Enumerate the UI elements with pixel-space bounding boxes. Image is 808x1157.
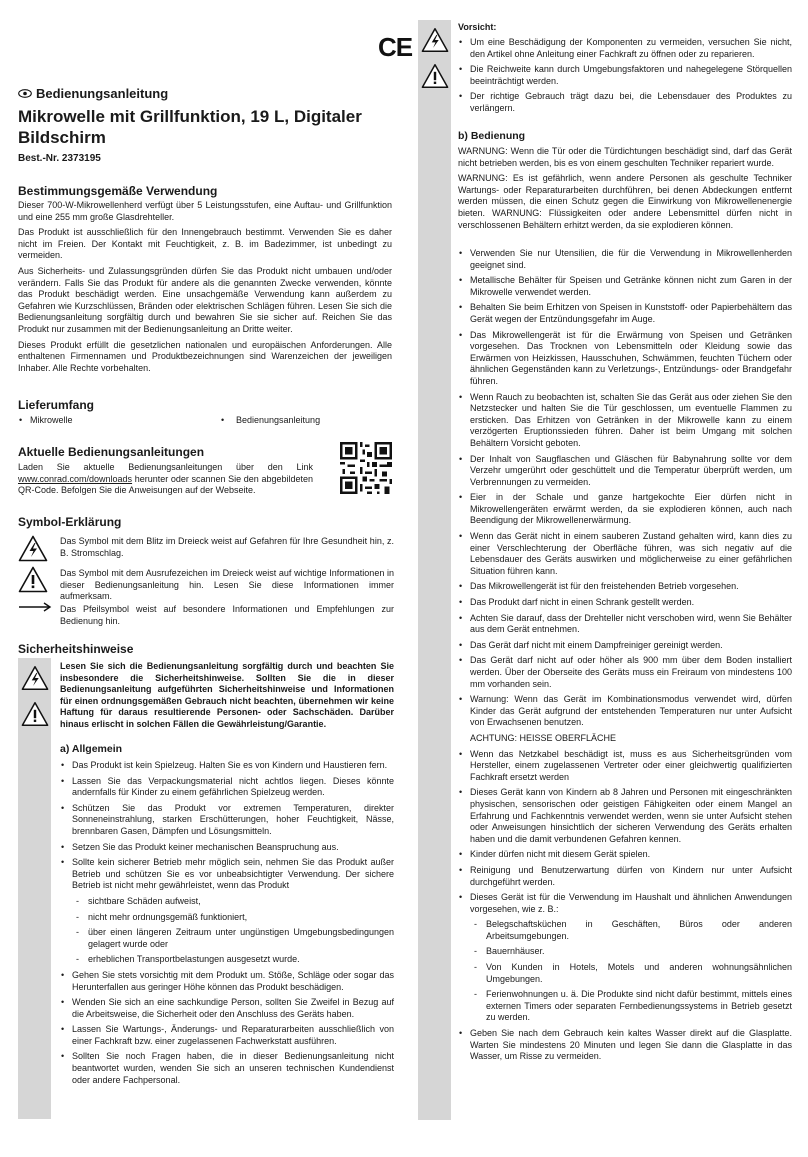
caution-heading: Vorsicht:	[458, 22, 497, 32]
list-item: • Sollten Sie noch Fragen haben, die in dieser Bedienungsanleitung nicht beantwortet wurden, wenden Sie sich an unseren technischen Kundendienst oder andere Fachpersonal.	[60, 1051, 394, 1086]
scope-list	[18, 415, 392, 427]
manuals-heading: Aktuelle Bedienungsanleitungen	[18, 445, 205, 459]
exclamation-warning-icon	[21, 701, 49, 727]
sub-list-item: - erheblichen Transportbelastungen ausgesetzt wurde.	[60, 954, 394, 966]
scope-heading: Lieferumfang	[18, 398, 95, 412]
list-item: • Wenden Sie sich an eine sachkundige Person, sollten Sie Zweifel in Bezug auf die Arbeitsweise, die Sicherheit oder den Anschluss des Geräts haben.	[60, 997, 394, 1020]
list-item: • Um eine Beschädigung der Komponenten zu vermeiden, versuchen Sie nicht, den Artikel ohne Anleitung einer Fachkraft zu öffnen oder zu reparieren.	[458, 37, 792, 60]
arrow-icon	[18, 602, 52, 612]
lightning-warning-icon	[21, 665, 49, 691]
list-item: • Kinder dürfen nicht mit diesem Gerät spielen.	[458, 849, 792, 861]
intended-use-body	[18, 200, 392, 378]
list-item: • Warnung: Wenn das Gerät im Kombinationsmodus verwendet wird, dürfen Kinder das Gerät aufgrund der entstehenden Temperaturen nur unter Aufsicht von Erwachsenen benutzen.	[458, 694, 792, 729]
list-item: • Bedienungsanleitung	[221, 415, 321, 425]
paragraph: Das Produkt ist ausschließlich für den Innengebrauch bestimmt. Verwenden Sie es daher nicht im Freien. Der Kontakt mit Feuchtigkeit, z. B. im Badezimmer, ist unbedingt zu vermeiden.	[18, 227, 392, 261]
sub-list-item: - Bauernhäuser.	[458, 946, 792, 958]
list-item: • Geben Sie nach dem Gebrauch kein kaltes Wasser direkt auf die Glasplatte. Warten Sie mindestens 20 Minuten und legen Sie dann die Glasplatte in das Wasser, um Risse zu vermeiden.	[458, 1028, 792, 1063]
paragraph: Aus Sicherheits- und Zulassungsgründen dürfen Sie das Produkt nicht umbauen und/oder verändern. Falls Sie das Produkt für andere als die genannten Zwecke verwenden, könnte das Produkt beschädigt werden. Eine unsachgemäße Verwendung kann außerdem zu Gefahren wie Kurzschlüssen, Bränden oder elektrischen Schlägen führen. Lesen Sie sich die Bedienungsanleitung sorgfältig durch und bewahren Sie sie sicher auf. Reichen Sie das Produkt nur zusammen mit der Bedienungsanleitung an Dritte weiter.	[18, 265, 392, 334]
doc-type-label: Bedienungsanleitung	[36, 86, 169, 101]
symbol-description: Das Symbol mit dem Ausrufezeichen im Dreieck weist auf wichtige Informationen in dieser Bedienungsanleitung hin. Lesen Sie diese Informationen immer aufmerksam.	[60, 568, 394, 602]
operation-warnings	[458, 146, 792, 235]
list-item: • Das Mikrowellengerät ist für die Erwärmung von Speisen und Getränken vorgesehen. Das Trocknen von Lebensmitteln oder Kleidung sowie das Erwärmen von Heizkissen, Hausschuhen, Schwämmen, feuchten Tüchern oder ähnlichen Gegenständen kann zu Verletzungs-, Entzündungs- oder Brandgefahr führen.	[458, 330, 792, 388]
list-item: • Der Inhalt von Saugflaschen und Gläschen für Babynahrung sollte vor dem Verzehr umgerührt oder geschüttelt und die Temperatur überprüft werden, um Verbrennungen zu vermeiden.	[458, 454, 792, 489]
list-item: • Metallische Behälter für Speisen und Getränke können nicht zum Garen in der Mikrowelle verwendet werden.	[458, 275, 792, 298]
general-heading: a) Allgemein	[60, 743, 123, 755]
list-item: • Wenn Rauch zu beobachten ist, schalten Sie das Gerät aus oder ziehen Sie den Netzstecker und halten Sie die Tür geschlossen, um eventuelle Flammen zu ersticken. Das Erhitzen von Getränken in der Mikrowelle kann zu einem verzögerten Eruptionssieden führen. Daher ist beim Umgang mit solchen Behältern Vorsicht geboten.	[458, 392, 792, 450]
list-item: • Lassen Sie Wartungs-, Änderungs- und Reparaturarbeiten ausschließlich von einer Fachkraft bzw. einer zugelassenen Fachwerkstatt ausführen.	[60, 1024, 394, 1047]
list-item: • Reinigung und Benutzerwartung dürfen von Kindern nur unter Aufsicht durchgeführt werden.	[458, 865, 792, 888]
list-item: • Achten Sie darauf, dass der Drehteller nicht verschoben wird, wenn Sie Behälter aus dem Gerät entnehmen.	[458, 613, 792, 636]
symbol-description: Das Symbol mit dem Blitz im Dreieck weist auf Gefahren für Ihre Gesundheit hin, z. B. Stromschlag.	[60, 536, 394, 558]
warning-text: WARNUNG: Wenn die Tür oder die Türdichtungen beschädigt sind, darf das Gerät nicht betrieben werden, bis es von einem geschulten Techniker repariert wurde.	[458, 146, 792, 168]
list-item: • Das Produkt darf nicht in einen Schrank gestellt werden.	[458, 597, 792, 609]
paragraph: Dieser 700-W-Mikrowellenherd verfügt über 5 Leistungsstufen, eine Auftau- und Grillfunktion und eine 255 mm große Glasdrehteller.	[18, 200, 392, 222]
qr-code[interactable]	[340, 441, 392, 495]
list-item: • Wenn das Netzkabel beschädigt ist, muss es aus Sicherheitsgründen vom Hersteller, einem zugelassenen Vertreter oder einer gleichwertig qualifizierten Fachkraft ersetzt werden	[458, 749, 792, 784]
sub-list-item: - Von Kunden in Hotels, Motels und anderen wohnungsähnlichen Umgebungen.	[458, 962, 792, 985]
list-item: • Lassen Sie das Verpackungsmaterial nicht achtlos liegen. Dieses könnte andernfalls für Kinder zu einem gefährlichen Spielzeug werden.	[60, 776, 394, 799]
sub-list-item: - sichtbare Schäden aufweist,	[60, 896, 394, 908]
warning-text: WARNUNG: Es ist gefährlich, wenn andere Personen als geschulte Techniker Wartungs- oder Reparaturarbeiten durchführen, bei denen Abdeckungen entfernt werden müssen, die einen Schutz gegen die Einwirkung von Mikrowellenenergie bieten. WARNUNG: Flüssigkeiten oder andere Lebensmittel dürfen nicht in verschlossenen Behältern erhitzt werden, da sie explodieren können.	[458, 173, 792, 230]
list-item: • Dieses Gerät kann von Kindern ab 8 Jahren und Personen mit eingeschränkten physischen, sensorischen oder geistigen Fähigkeiten oder einem Mangel an Erfahrung und Fachkenntnis verwendet werden, wenn sie unter Aufsicht stehen oder Anweisungen hinsichtlich der sicheren Verwendung des Geräts erhalten haben und die damit verbundenen Gefahren kennen.	[458, 787, 792, 845]
caution-list	[458, 37, 792, 119]
list-item: • Behalten Sie beim Erhitzen von Speisen in Kunststoff- oder Papierbehältern das Gerät wegen der Entzündungsgefahr im Auge.	[458, 302, 792, 325]
list-item: • Schützen Sie das Produkt vor extremen Temperaturen, direkter Sonneneinstrahlung, starken Erschütterungen, hoher Feuchtigkeit, Nässe, brennbaren Gasen, Dämpfen und Lösungsmitteln.	[60, 803, 394, 838]
sub-list-item: - nicht mehr ordnungsgemäß funktioniert,	[60, 912, 394, 924]
article-number: Best.-Nr. 2373195	[18, 153, 101, 164]
paragraph: Dieses Produkt erfüllt die gesetzlichen nationalen und europäischen Anforderungen. Alle enthaltenen Firmennamen und Produktbezeichnungen sind Warenzeichen der jeweiligen Inhaber. Alle Rechte vorbehalten.	[18, 339, 392, 373]
page-title: Mikrowelle mit Grillfunktion, 19 L, Digitaler Bildschirm	[18, 107, 362, 147]
list-item: • Setzen Sie das Produkt keiner mechanischen Beanspruchung aus.	[60, 842, 394, 854]
list-item: • Der richtige Gebrauch trägt dazu bei, die Lebensdauer des Produktes zu verlängern.	[458, 91, 792, 114]
lightning-warning-icon	[421, 27, 449, 53]
doc-type-heading	[18, 86, 168, 101]
sub-list-item: - über einen längeren Zeitraum unter ungünstigen Umgebungsbedingungen gelagert wurde oder	[60, 927, 394, 950]
list-item: • Mikrowelle	[19, 415, 73, 425]
list-item: • Dieses Gerät ist für die Verwendung im Haushalt und ähnlichen Anwendungen vorgesehen, wie z. B.:	[458, 892, 792, 915]
hot-surface-warning: ACHTUNG: HEISSE OBERFLÄCHE	[470, 732, 617, 743]
general-list	[60, 760, 394, 1090]
manuals-text: Laden Sie aktuelle Bedienungsanleitungen über den Link www.conrad.com/downloads herunter oder scannen Sie den abgebildeten QR-Code. Befolgen Sie die Anweisungen auf der Webseite.	[18, 462, 313, 496]
exclamation-warning-icon	[18, 566, 48, 593]
safety-intro: Lesen Sie sich die Bedienungsanleitung sorgfältig durch und beachten Sie insbesondere die Sicherheitshinweise. Sollten Sie die in dieser Bedienungsanleitung aufgeführten Sicherheitshinweise und Informationen für einen ordnungsgemäßen Gebrauch nicht beachten, übernehmen wir keine Haftung für daraus resultierende Personen- oder Sachschäden. Darüber hinaus erlischt in solchen Fällen die Gewährleistung/Garantie.	[60, 661, 394, 729]
download-link[interactable]: www.conrad.com/downloads	[18, 473, 133, 484]
list-item: • Wenn das Gerät nicht in einem sauberen Zustand gehalten wird, kann dies zu einer Verschlechterung der Oberfläche führen, was sich negativ auf die Lebensdauer des Geräts auswirken und möglicherweise zu einer gefährlichen Situation führen kann.	[458, 531, 792, 577]
symbols-heading: Symbol-Erklärung	[18, 515, 122, 529]
lightning-warning-icon	[18, 535, 48, 562]
safety-heading: Sicherheitshinweise	[18, 642, 134, 656]
operation-heading: b) Bedienung	[458, 130, 526, 142]
eye-icon	[18, 89, 32, 98]
list-item: • Verwenden Sie nur Utensilien, die für die Verwendung in Mikrowellenherden geeignet sind.	[458, 248, 792, 271]
ce-mark: CE	[378, 32, 413, 62]
symbol-description: Das Pfeilsymbol weist auf besondere Informationen und Empfehlungen zur Bedienung hin.	[60, 604, 394, 626]
list-item: • Gehen Sie stets vorsichtig mit dem Produkt um. Stöße, Schläge oder sogar das Herunterfallen aus geringer Höhe können das Produkt beschädigen.	[60, 970, 394, 993]
list-item: • Die Reichweite kann durch Umgebungsfaktoren und nahegelegene Störquellen beeinträchtigt werden.	[458, 64, 792, 87]
sub-list-item: - Belegschaftsküchen in Geschäften, Büros oder anderen Arbeitsumgebungen.	[458, 919, 792, 942]
list-item: • Das Produkt ist kein Spielzeug. Halten Sie es von Kindern und Haustieren fern.	[60, 760, 394, 772]
intended-use-heading: Bestimmungsgemäße Verwendung	[18, 184, 218, 198]
sub-list-item: - Ferienwohnungen u. ä. Die Produkte sind nicht dafür bestimmt, mittels eines externen Timers oder separaten Fernbedienungssystems in Betrieb gesetzt zu werden.	[458, 989, 792, 1024]
list-item: • Das Gerät darf nicht auf oder höher als 900 mm über dem Boden installiert werden. Über der Oberseite des Geräts muss ein Freiraum von mindestens 100 mm vorhanden sein.	[458, 655, 792, 690]
safety-side-bar	[18, 658, 51, 1119]
list-item: • Eier in der Schale und ganze hartgekochte Eier dürfen nicht in Mikrowellengeräten erwärmt werden, da sie explodieren können, auch nach Beendigung der Mikrowellenerwärmung.	[458, 492, 792, 527]
operation-list	[458, 248, 792, 1067]
list-item: • Das Gerät darf nicht mit einem Dampfreiniger gereinigt werden.	[458, 640, 792, 652]
list-item: • Sollte kein sicherer Betrieb mehr möglich sein, nehmen Sie das Produkt außer Betrieb und schützen Sie es vor unbeabsichtigter Verwendung. Der sichere Betrieb ist nicht mehr gewährleistet, wenn das Produkt	[60, 857, 394, 892]
operation-side-bar	[418, 144, 451, 1120]
list-item: • Das Mikrowellengerät ist für den freistehenden Betrieb vorgesehen.	[458, 581, 792, 593]
exclamation-warning-icon	[421, 63, 449, 89]
